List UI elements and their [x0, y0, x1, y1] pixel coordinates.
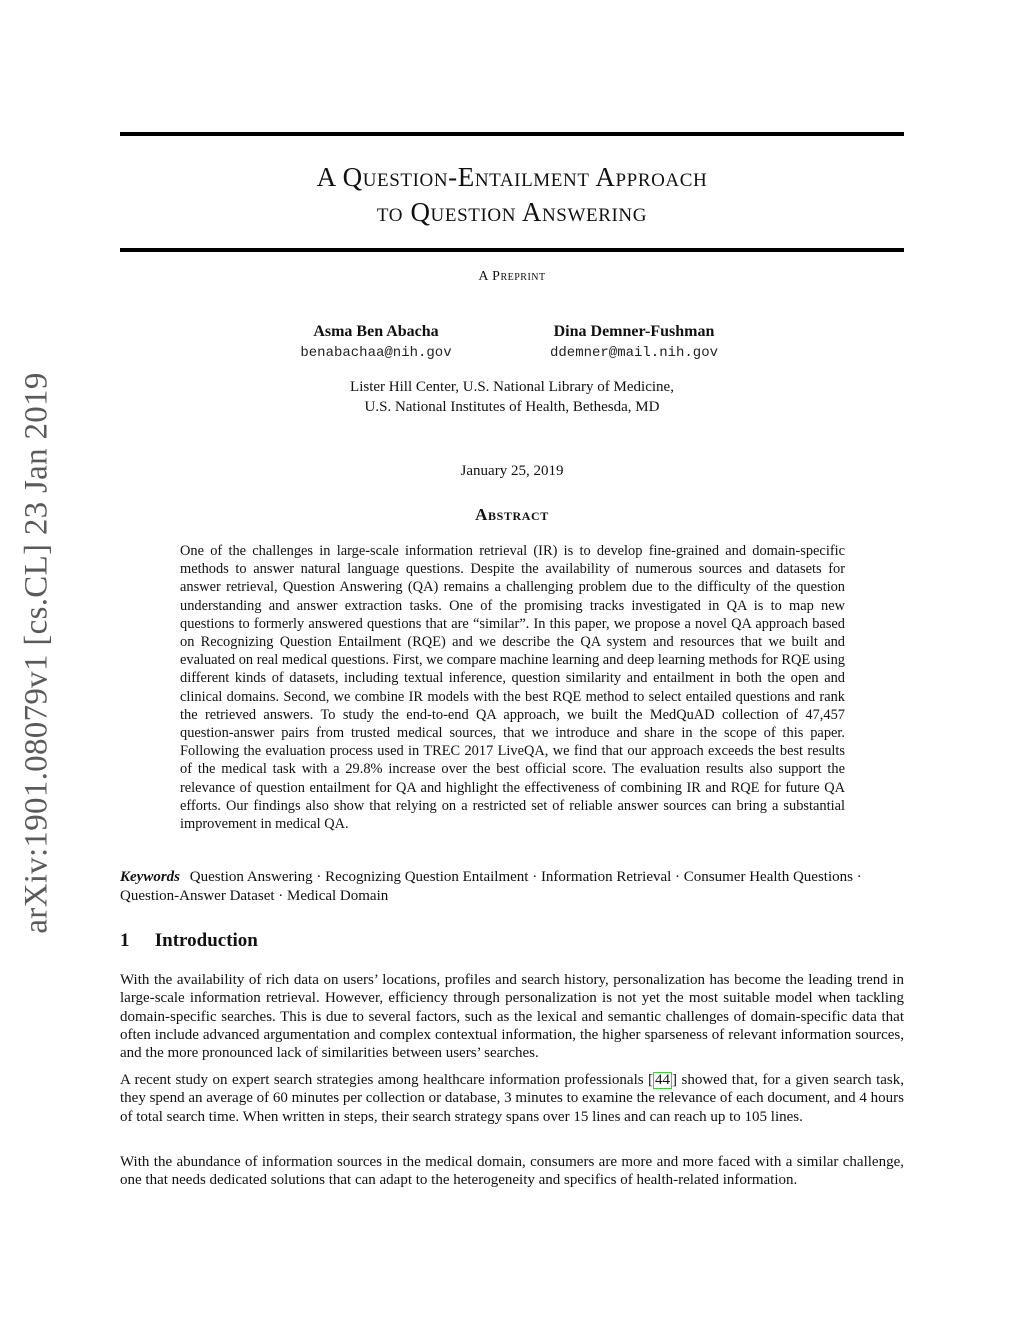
author-1 [226, 322, 526, 364]
arxiv-identifier [14, 365, 60, 941]
section-title: Introduction [154, 930, 258, 951]
author-2-email[interactable]: ddemner@mail.nih.gov [549, 345, 719, 361]
section-heading [120, 930, 258, 952]
keywords-label: Keywords [120, 869, 180, 885]
publication-date: January 25, 2019 [460, 463, 564, 479]
affiliation-line-1: Lister Hill Center, U.S. National Library of Medicine, [350, 379, 674, 395]
title-bottom-rule [120, 248, 904, 252]
abstract-text: One of the challenges in large-scale information retrieval (IR) is to develop fine-grained and domain-specific methods to answer natural language questions. Despite the availability of numerous sources and datasets for answer retrieval, Question Answering (QA) remains a challenging problem due to the difficulty of the question understanding and answer extraction tasks. One of the promising tracks investigated in QA is to map new questions to formerly answered questions that are “similar”. In this paper, we propose a novel QA approach based on Recognizing Question Entailment (RQE) and we describe the QA system and resources that we built and evaluated on real medical questions. First, we compare machine learning and deep learning methods for RQE using different kinds of datasets, including textual inference, question similarity and entailment in both the open and clinical domains. Second, we combine IR models with the best RQE method to select entailed questions and rank the retrieved answers. To study the end-to-end QA approach, we built the MedQuAD collection of 47,457 question-answer pairs from trusted medical sources, that we introduce and share in the scope of this paper. Following the evaluation process used in TREC 2017 LiveQA, we find that our approach exceeds the best results of the medical task with a 29.8% increase over the best official score. The evaluation results also support the relevance of question entailment for QA and highlight the effectiveness of combining IR and RQE for future QA efforts. Our findings also show that relying on a restricted set of reliable answer sources can bring a substantial improvement in medical QA. [180, 543, 845, 833]
paper-title-line-1: A Question-Entailment Approach [316, 162, 708, 192]
affiliation-line-2: U.S. National Institutes of Health, Bethesda, MD [364, 399, 660, 415]
paper-title-line-2: to Question Answering [376, 197, 648, 227]
affiliation [120, 377, 904, 417]
section-number: 1 [120, 930, 130, 951]
arxiv-identifier-text: arXiv:1901.08079v1 [cs.CL] 23 Jan 2019 [18, 372, 55, 934]
citation-link[interactable]: 44 [655, 1072, 671, 1088]
intro-paragraph-3-text: With the abundance of information sources in the medical domain, consumers are more and more faced with a similar challenge, one that needs dedicated solutions that can adapt to the heterogeneity and specifics of health-related information. [120, 1154, 904, 1189]
paper-title [120, 160, 904, 230]
keywords [120, 868, 904, 905]
author-2-name: Dina Demner-Fushman [553, 323, 715, 340]
author-1-email[interactable]: benabachaa@nih.gov [300, 345, 452, 361]
intro-paragraph-1 [120, 971, 904, 1062]
intro-paragraph-2-text-b: ] showed that, for a given search task, they spend an average of 60 minutes per collection or database, 3 minutes to examine the relevance of each document, and 4 hours of total search time. When written in steps, their search strategy spans over 15 lines and can reach up to 105 lines. [120, 1072, 904, 1125]
intro-paragraph-2 [120, 1071, 904, 1126]
author-1-name: Asma Ben Abacha [313, 323, 439, 340]
intro-paragraph-2-text-a: A recent study on expert search strategies among healthcare information professionals [ [120, 1072, 654, 1088]
author-2 [484, 322, 784, 364]
intro-paragraph-1-text: With the availability of rich data on users’ locations, profiles and search history, personalization has become the leading trend in large-scale information retrieval. However, efficiency through personalization is not yet the most suitable model when tackling domain-specific searches. This is due to several factors, such as the lexical and semantic challenges of domain-specific data that often include advanced argumentation and complex contextual information, the higher sparseness of relevant information sources, and the more pronounced lack of similarities between users’ searches. [120, 972, 904, 1062]
keywords-list: Question Answering · Recognizing Question Entailment · Information Retrieval · Consumer Health Questions · Question-Answer Dataset · Medical Domain [120, 869, 862, 904]
title-top-rule [120, 132, 904, 136]
preprint-label: A Preprint [478, 269, 546, 284]
intro-paragraph-3 [120, 1153, 904, 1190]
abstract-heading: Abstract [475, 505, 549, 524]
